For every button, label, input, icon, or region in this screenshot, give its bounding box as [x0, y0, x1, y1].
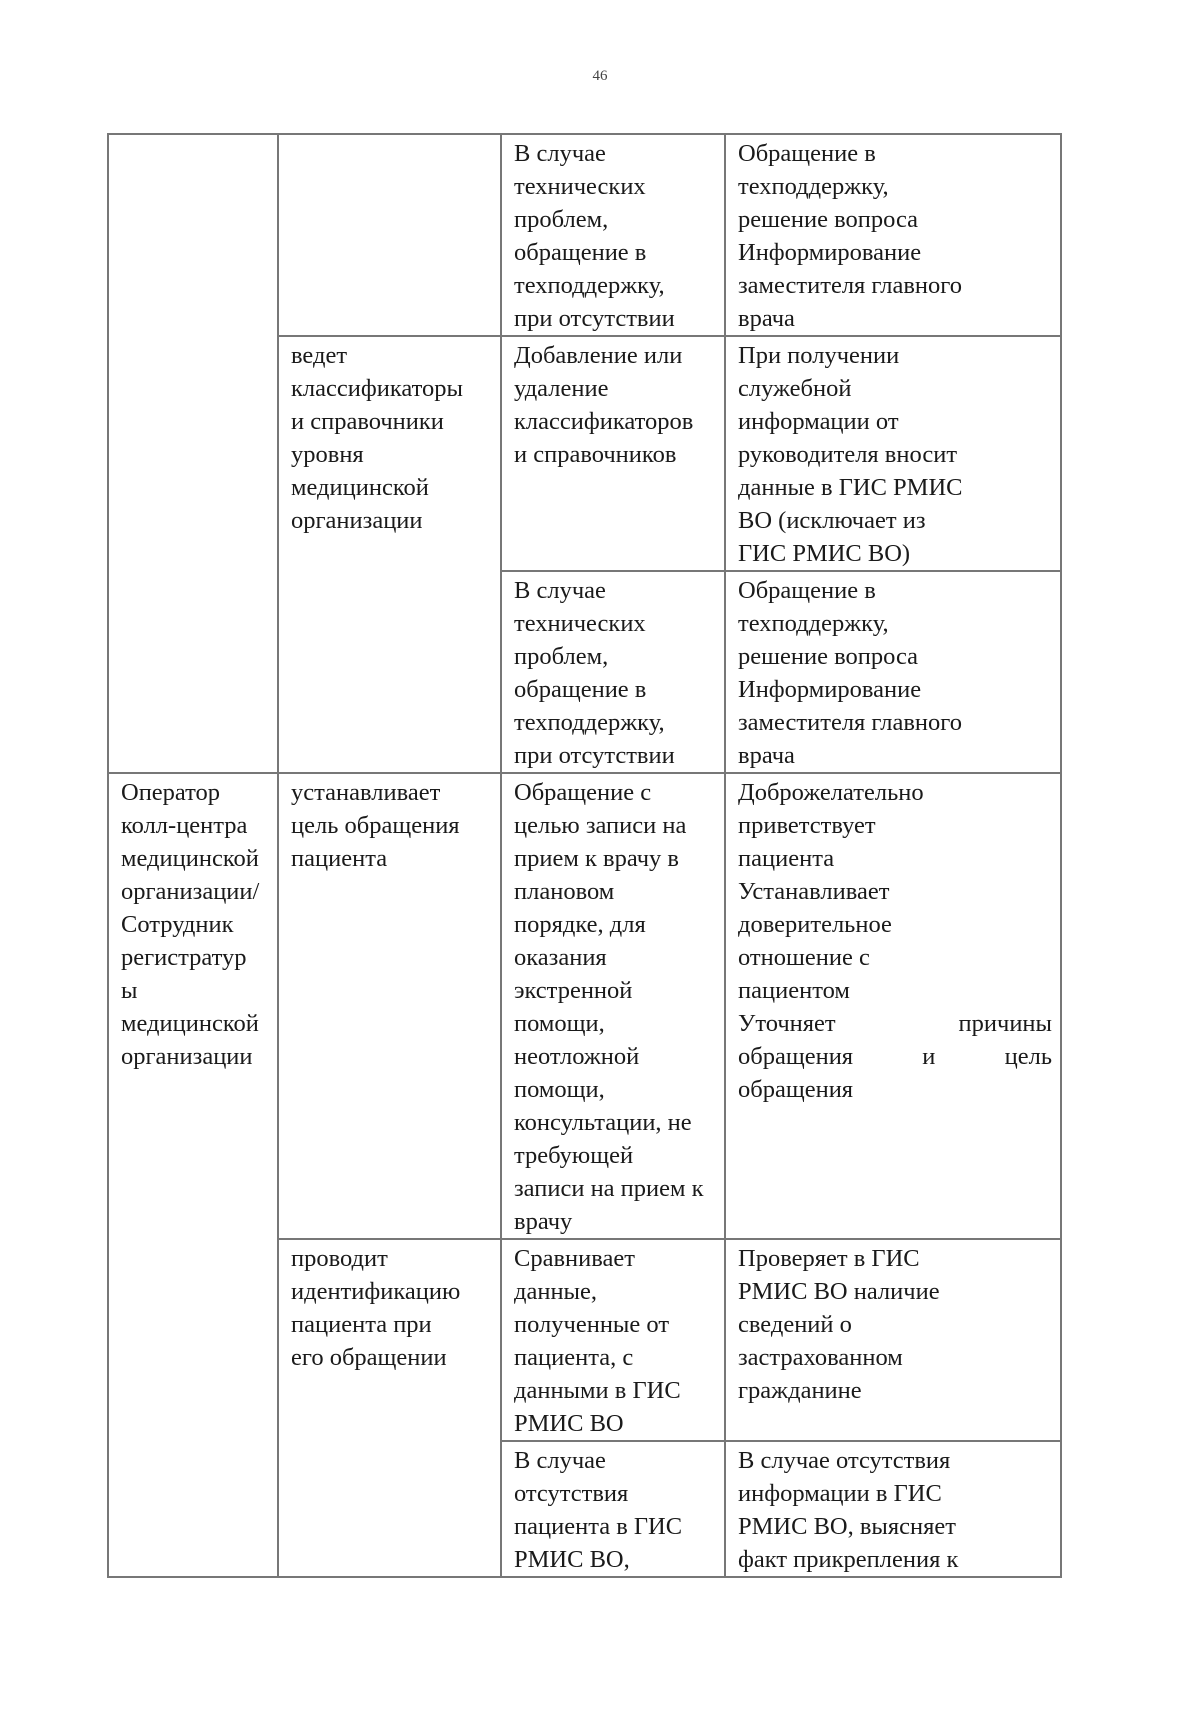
- procedure-line: отношение с: [738, 944, 870, 971]
- process-table: [107, 133, 1062, 1578]
- procedure-line: пациента: [738, 845, 835, 872]
- table-cell-procedure: Проверяет в ГИС РМИС ВО наличие сведений о застрахованном гражданине: [725, 1239, 1061, 1441]
- table-cell-role: [108, 134, 278, 773]
- procedure-line: Устанавливает: [738, 878, 890, 905]
- table-cell-action: устанавливает цель обращения пациента: [278, 773, 501, 1239]
- procedure-line: приветствует: [738, 812, 876, 839]
- table-cell-role: Оператор колл-центра медицинской организации/ Сотрудник регистратур ы медицинской организации: [108, 773, 278, 1577]
- procedure-line: доверительное: [738, 911, 892, 938]
- table-cell-action: [278, 134, 501, 336]
- table-cell-condition: Обращение с целью записи на прием к врачу в плановом порядке, для оказания экстренной помощи, неотложной помощи, консультации, не требующей записи на прием к врачу: [501, 773, 725, 1239]
- table-cell-action: проводит идентификацию пациента при его обращении: [278, 1239, 501, 1577]
- table-cell-condition: Сравнивает данные, полученные от пациента, с данными в ГИС РМИС ВО: [501, 1239, 725, 1441]
- table-row: [108, 134, 1061, 336]
- table-cell-procedure: При получении служебной информации от руководителя вносит данные в ГИС РМИС ВО (исключает из ГИС РМИС ВО): [725, 336, 1061, 571]
- table-cell-procedure: Обращение в техподдержку, решение вопроса Информирование заместителя главного врача: [725, 571, 1061, 773]
- table-cell-condition: Добавление или удаление классификаторов и справочников: [501, 336, 725, 571]
- table-cell-condition: В случае технических проблем, обращение в техподдержку, при отсутствии: [501, 134, 725, 336]
- table-cell-procedure: Обращение в техподдержку, решение вопроса Информирование заместителя главного врача: [725, 134, 1061, 336]
- page-number: 46: [592, 68, 608, 84]
- table-cell-condition: В случае отсутствия пациента в ГИС РМИС ВО,: [501, 1441, 725, 1577]
- procedure-line: Уточняет причины: [738, 1010, 1052, 1037]
- table-cell-procedure: В случае отсутствия информации в ГИС РМИС ВО, выясняет факт прикрепления к: [725, 1441, 1061, 1577]
- table-cell-procedure: [725, 773, 1061, 1239]
- procedure-line: обращения: [738, 1076, 854, 1103]
- table-cell-condition: В случае технических проблем, обращение в техподдержку, при отсутствии: [501, 571, 725, 773]
- procedure-line: обращения и цель: [738, 1043, 1052, 1070]
- table-row: [108, 773, 1061, 1239]
- procedure-line: пациентом: [738, 977, 850, 1004]
- procedure-line: Доброжелательно: [738, 779, 924, 806]
- table-cell-action: ведет классификаторы и справочники уровня медицинской организации: [278, 336, 501, 773]
